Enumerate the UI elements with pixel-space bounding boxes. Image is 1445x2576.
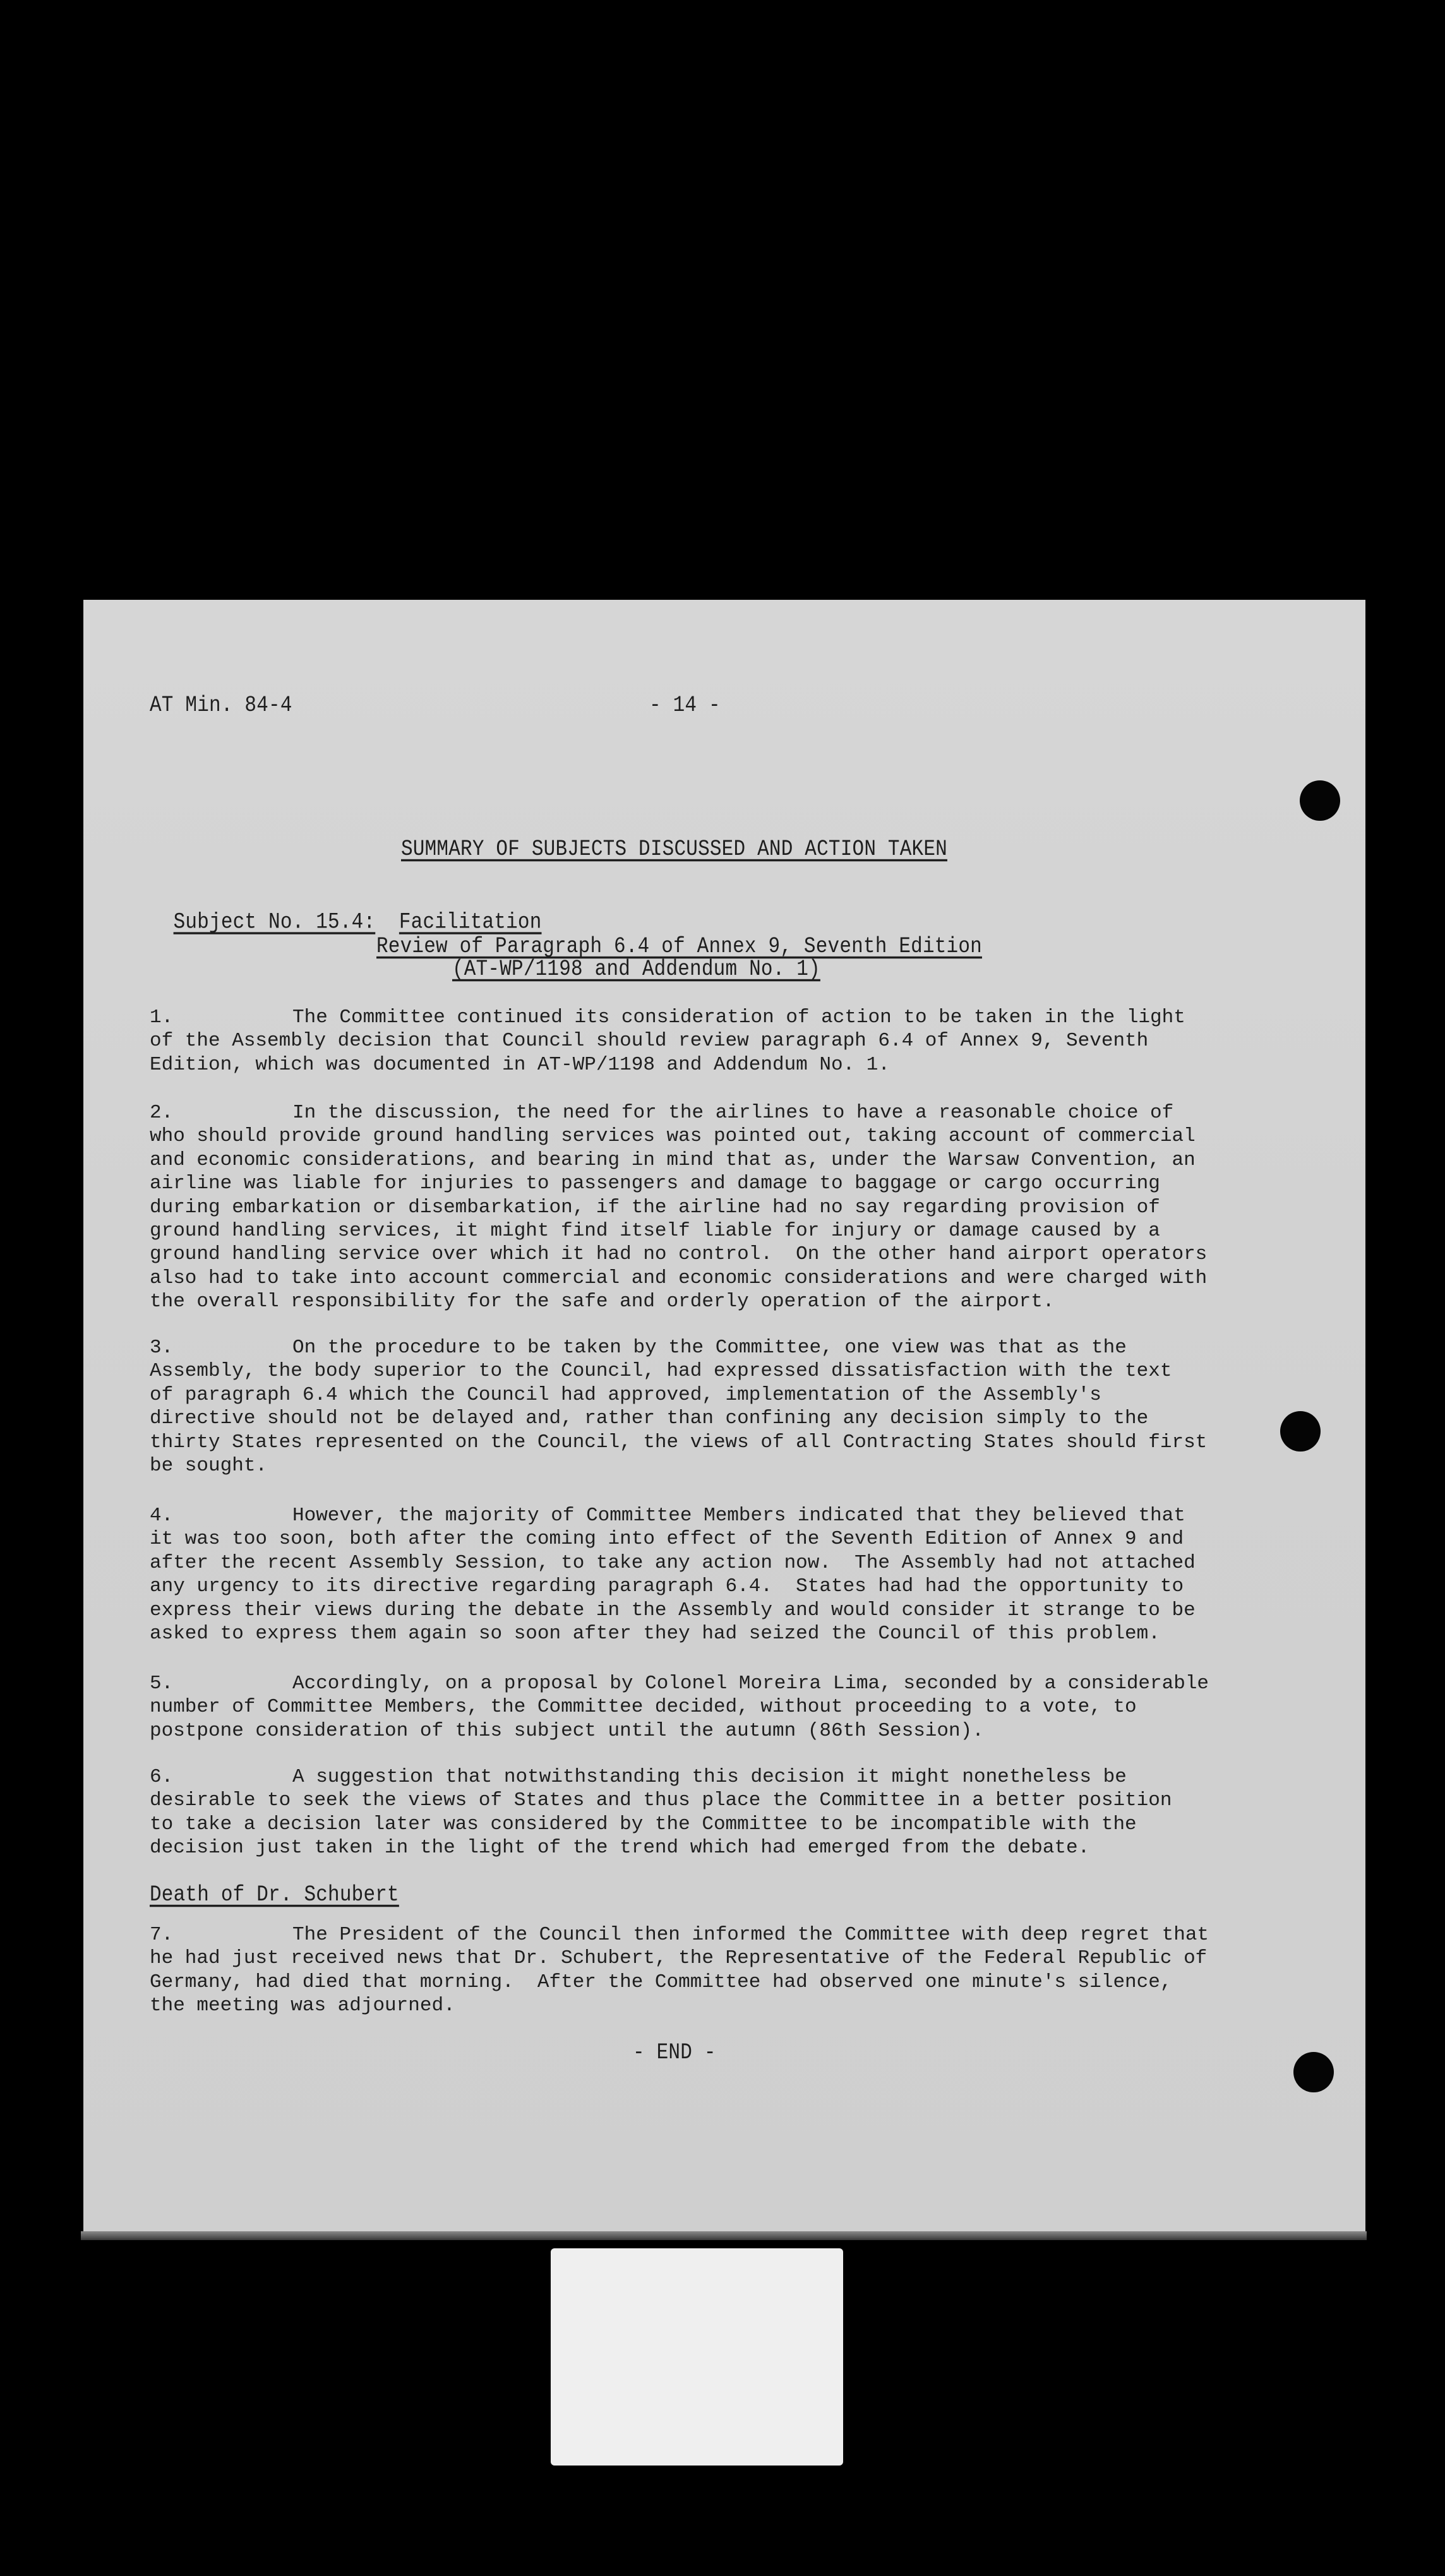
paragraph-line: ground handling service over which it had no control. On the other hand airport operators <box>150 1243 1208 1266</box>
punch-hole <box>1280 1411 1321 1452</box>
paragraph-line: decision just taken in the light of the trend which had emerged from the debate. <box>150 1837 1090 1859</box>
paragraph-2 <box>150 1101 1207 1314</box>
paragraph-line: desirable to seek the views of States and thus place the Committee in a better position <box>150 1789 1172 1812</box>
summary-title: SUMMARY OF SUBJECTS DISCUSSED AND ACTION TAKEN <box>401 837 947 862</box>
paragraph-line: of the Assembly decision that Council should review paragraph 6.4 of Annex 9, Seventh <box>150 1030 1149 1052</box>
paragraph-line: directive should not be delayed and, rather than confining any decision simply to the <box>150 1407 1149 1430</box>
death-heading: Death of Dr. Schubert <box>150 1882 399 1908</box>
paragraph-line: during embarkation or disembarkation, if the airline had no say regarding provision of <box>150 1196 1160 1219</box>
paragraph-line: express their views during the debate in the Assembly and would consider it strange to be <box>150 1599 1196 1621</box>
paragraph-1 <box>150 1006 1185 1076</box>
paragraph-line: be sought. <box>150 1455 268 1477</box>
review-heading-line2: (AT-WP/1198 and Addendum No. 1) <box>452 957 820 982</box>
paragraph-line: who should provide ground handling services was pointed out, taking account of commercial <box>150 1125 1196 1148</box>
paragraph-line: Edition, which was documented in AT-WP/1198 and Addendum No. 1. <box>150 1053 890 1076</box>
paragraph-number: 5. <box>150 1673 174 1695</box>
paragraph-line: the overall responsibility for the safe and orderly operation of the airport. <box>150 1291 1055 1313</box>
paragraph-text: The President of the Council then informed the Committee with deep regret that <box>292 1924 1209 1946</box>
paragraph-text: The Committee continued its consideration of action to be taken in the light <box>292 1006 1185 1029</box>
review-heading-line1: Review of Paragraph 6.4 of Annex 9, Seventh Edition <box>376 934 982 960</box>
paragraph-7 <box>150 1923 1209 2018</box>
paragraph-line: also had to take into account commercial and economic considerations and were charged with <box>150 1267 1208 1289</box>
paragraph-number: 4. <box>150 1505 174 1527</box>
blank-card <box>551 2248 843 2466</box>
paragraph-5 <box>150 1672 1209 1743</box>
subject-line <box>150 882 542 936</box>
document-reference: AT Min. 84-4 <box>150 693 292 719</box>
paragraph-text: A suggestion that notwithstanding this decision it might nonetheless be <box>292 1766 1127 1788</box>
paragraph-3 <box>150 1336 1207 1477</box>
paragraph-number: 3. <box>150 1337 174 1359</box>
paragraph-number: 1. <box>150 1006 174 1029</box>
paragraph-line <box>150 1101 1207 1124</box>
paragraph-line: Germany, had died that morning. After the Committee had observed one minute's silence, <box>150 1971 1172 1993</box>
paragraph-line <box>150 1504 1196 1527</box>
end-marker: - END - <box>633 2040 716 2066</box>
paragraph-line: and economic considerations, and bearing in mind that as, under the Warsaw Convention, an <box>150 1148 1196 1171</box>
paragraph-text: However, the majority of Committee Members indicated that they believed that <box>292 1505 1185 1527</box>
paragraph-line <box>150 1765 1172 1789</box>
paragraph-text: On the procedure to be taken by the Committee, one view was that as the <box>292 1337 1127 1359</box>
paragraph-line: Assembly, the body superior to the Council, had expressed dissatisfaction with the text <box>150 1360 1172 1383</box>
paragraph-line: ground handling services, it might find itself liable for injury or damage caused by a <box>150 1220 1160 1243</box>
paragraph-line <box>150 1923 1209 1947</box>
subject-name: Facilitation <box>399 909 542 935</box>
paragraph-number: 6. <box>150 1766 174 1788</box>
punch-hole <box>1293 2052 1334 2092</box>
paragraph-line: number of Committee Members, the Committee decided, without proceeding to a vote, to <box>150 1696 1137 1719</box>
paragraph-number: 7. <box>150 1924 174 1946</box>
subject-label: Subject No. 15.4: <box>173 909 376 935</box>
paragraph-line: the meeting was adjourned. <box>150 1995 455 2017</box>
paragraph-line: to take a decision later was considered by the Committee to be incompatible with the <box>150 1813 1137 1835</box>
paragraph-line: of paragraph 6.4 which the Council had approved, implementation of the Assembly's <box>150 1383 1101 1406</box>
paragraph-text: In the discussion, the need for the airlines to have a reasonable choice of <box>292 1102 1174 1124</box>
paragraph-line: airline was liable for injuries to passengers and damage to baggage or cargo occurring <box>150 1172 1160 1195</box>
paragraph-line: it was too soon, both after the coming into effect of the Seventh Edition of Annex 9 and <box>150 1528 1184 1551</box>
paragraph-line <box>150 1672 1209 1695</box>
paragraph-4 <box>150 1504 1196 1645</box>
paragraph-text: Accordingly, on a proposal by Colonel Moreira Lima, seconded by a considerable <box>292 1673 1209 1695</box>
paragraph-line: thirty States represented on the Council, the views of all Contracting States should first <box>150 1431 1208 1453</box>
page-bottom-edge <box>81 2231 1367 2240</box>
punch-hole <box>1300 780 1340 821</box>
page-number: - 14 - <box>649 693 721 719</box>
paragraph-6 <box>150 1765 1172 1860</box>
paragraph-line: asked to express them again so soon after they had seized the Council of this problem. <box>150 1623 1160 1645</box>
paragraph-line: after the recent Assembly Session, to take any action now. The Assembly had not attached <box>150 1551 1196 1574</box>
paragraph-line: he had just received news that Dr. Schubert, the Representative of the Federal Republic of <box>150 1947 1208 1970</box>
paragraph-number: 2. <box>150 1102 174 1124</box>
paragraph-line: postpone consideration of this subject until the autumn (86th Session). <box>150 1719 984 1742</box>
paragraph-line <box>150 1336 1207 1359</box>
paragraph-line: any urgency to its directive regarding paragraph 6.4. States had had the opportunity to <box>150 1575 1184 1598</box>
paragraph-line <box>150 1006 1185 1029</box>
